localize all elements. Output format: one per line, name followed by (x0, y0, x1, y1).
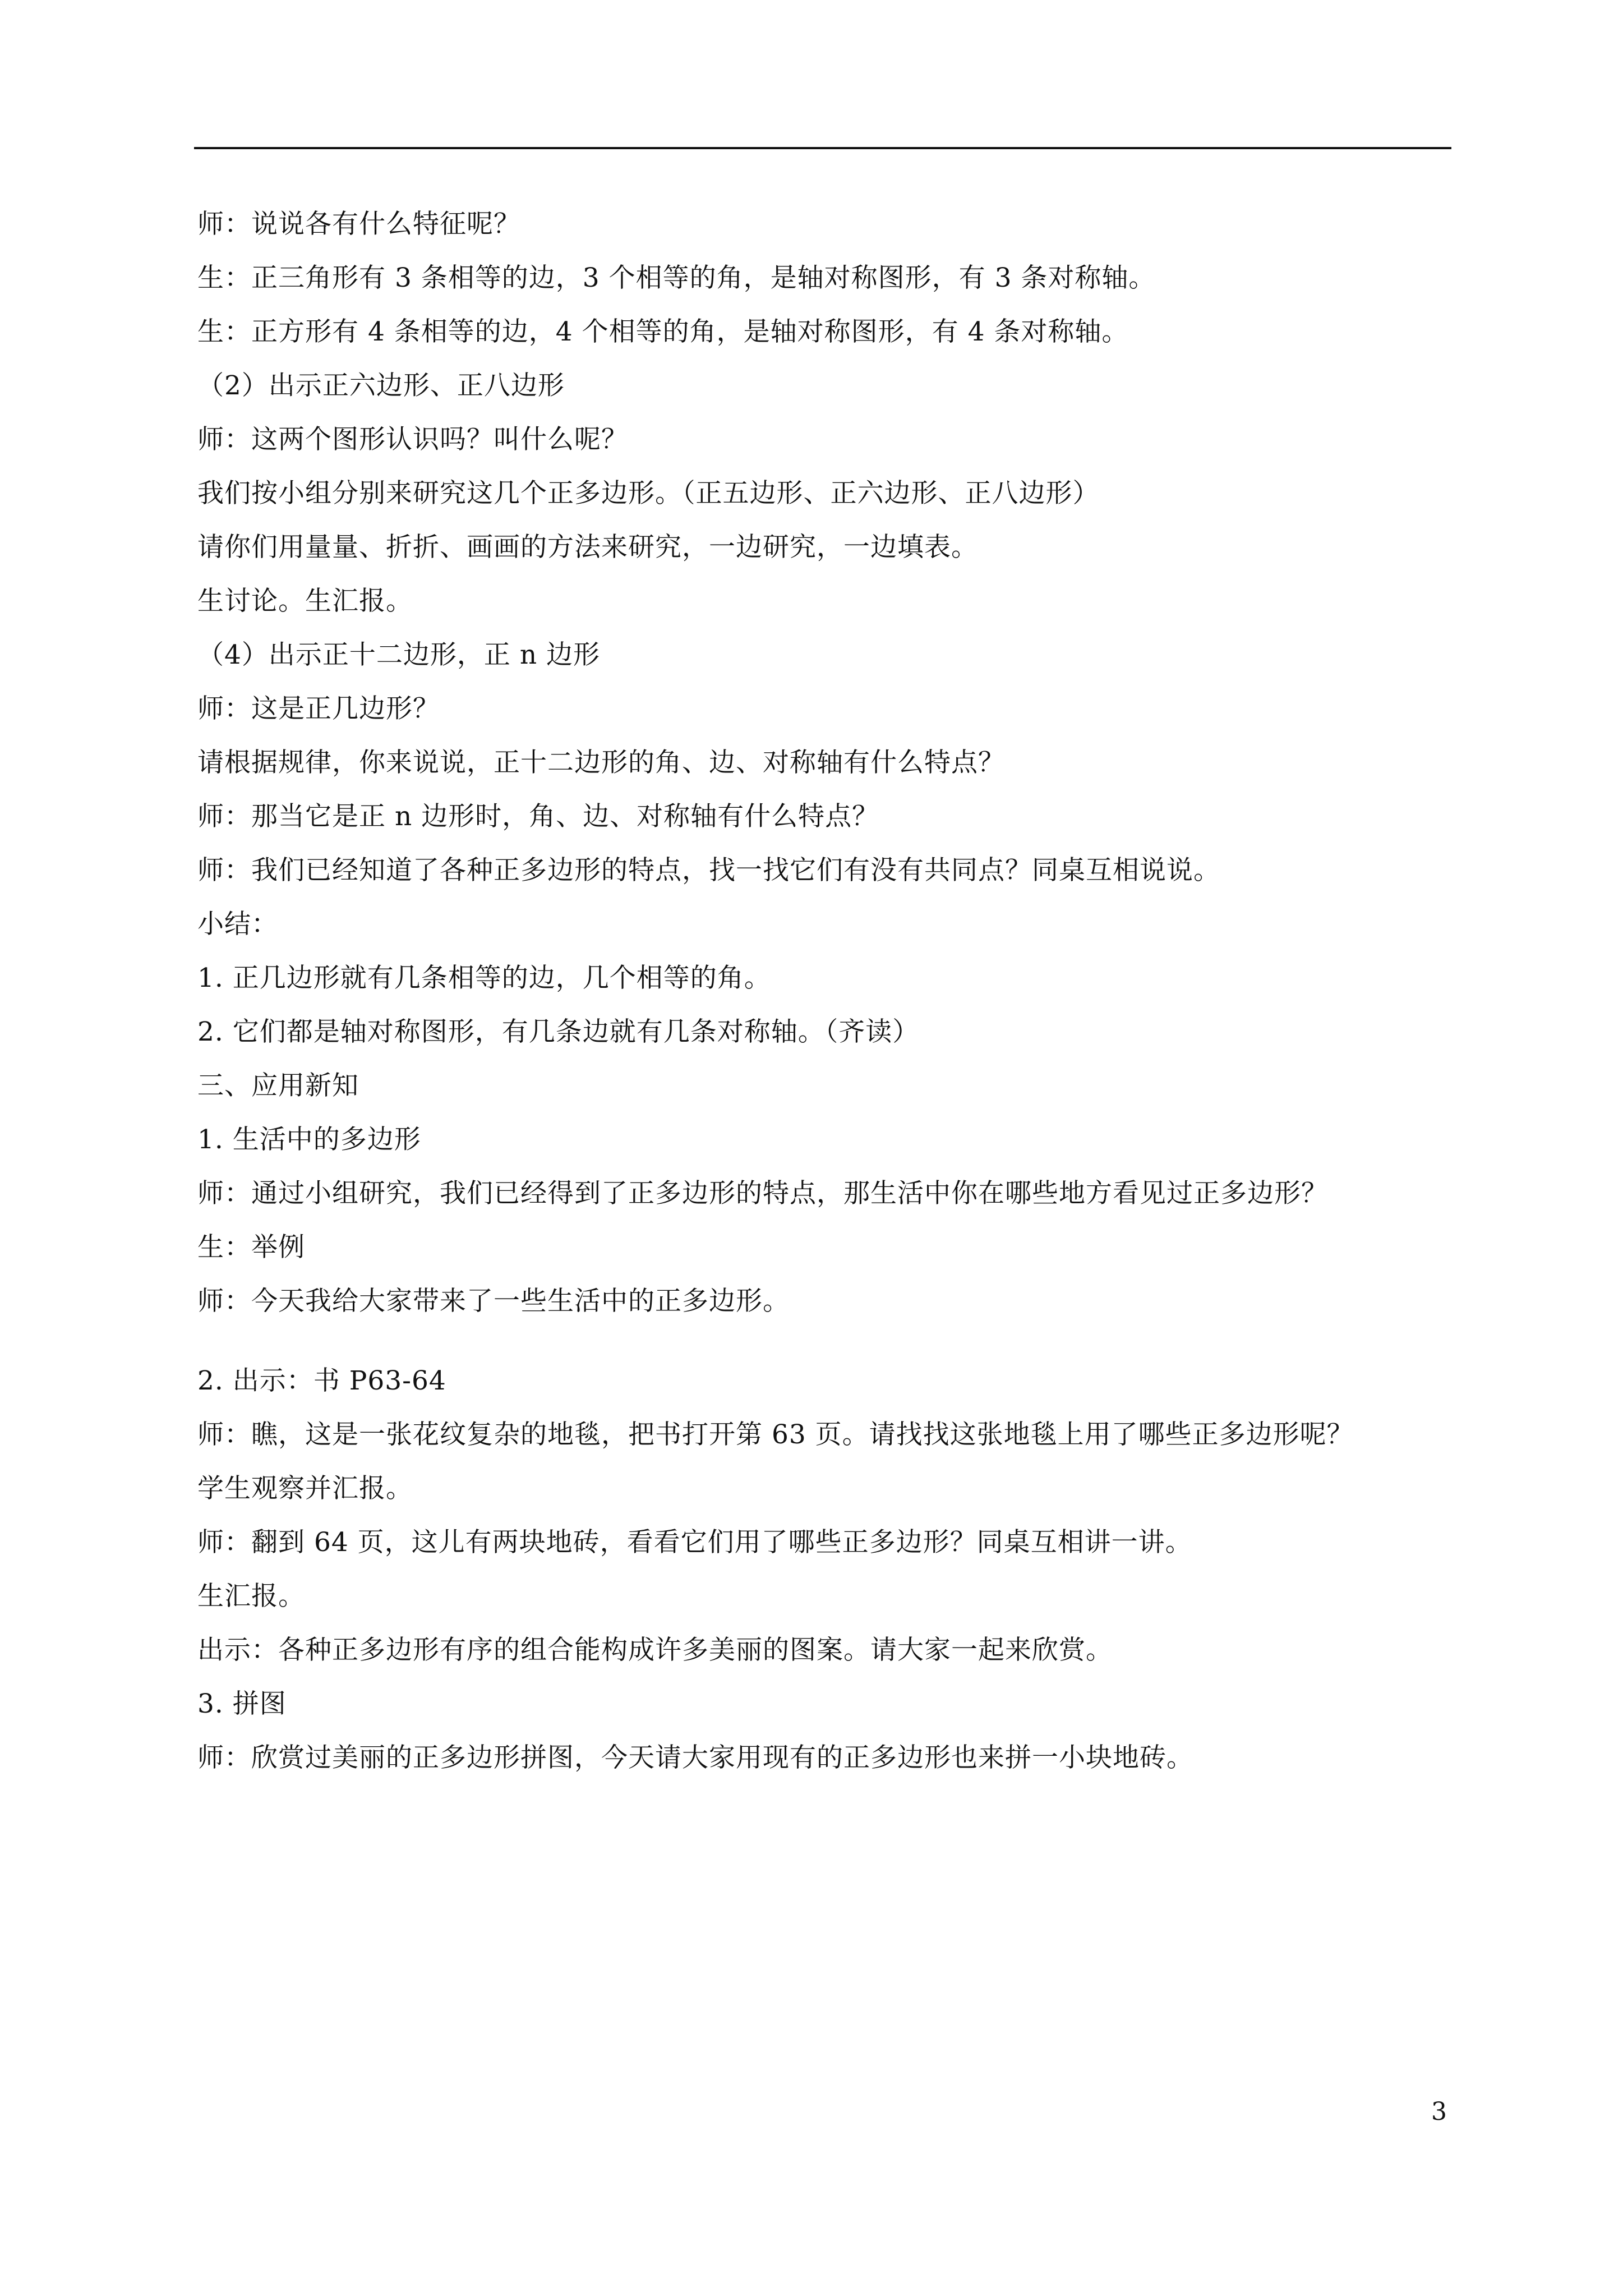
lesson-text (197, 209, 1459, 1796)
text-line: 师：瞧，这是一张花纹复杂的地毯，把书打开第 63 页。请找找这张地毯上用了哪些正多边形呢？ (197, 1419, 1354, 1450)
summary-item: 1. 正几边形就有几条相等的边，几个相等的角。 (197, 963, 771, 993)
text-line: 师：欣赏过美丽的正多边形拼图，今天请大家用现有的正多边形也来拼一小块地砖。 (197, 1742, 1193, 1773)
text-line: 师：这两个图形认识吗？叫什么呢？ (197, 424, 628, 455)
text-line: 生汇报。 (197, 1581, 305, 1612)
text-line: 师：通过小组研究，我们已经得到了正多边形的特点，那生活中你在哪些地方看见过正多边形？ (197, 1178, 1328, 1209)
text-line: 学生观察并汇报。 (197, 1473, 413, 1504)
text-line: 生：举例 (197, 1232, 305, 1263)
text-line: 师：今天我给大家带来了一些生活中的正多边形。 (197, 1286, 790, 1317)
text-line: 生：正方形有 4 条相等的边，4 个相等的角，是轴对称图形，有 4 条对称轴。 (197, 316, 1129, 347)
text-line: 师：说说各有什么特征呢？ (197, 209, 520, 240)
text-line: （2）出示正六边形、正八边形 (197, 370, 565, 401)
subsection-heading: 2. 出示：书 P63-64 (197, 1365, 446, 1396)
text-line: 师：我们已经知道了各种正多边形的特点，找一找它们有没有共同点？同桌互相说说。 (197, 855, 1220, 886)
summary-heading: 小结： (197, 909, 278, 940)
text-line: 出示：各种正多边形有序的组合能构成许多美丽的图案。请大家一起来欣赏。 (197, 1635, 1113, 1665)
section-heading: 三、应用新知 (197, 1070, 359, 1101)
text-line: 师：翻到 64 页，这儿有两块地砖，看看它们用了哪些正多边形？同桌互相讲一讲。 (197, 1527, 1192, 1558)
text-line: 生：正三角形有 3 条相等的边，3 个相等的角，是轴对称图形，有 3 条对称轴。 (197, 263, 1156, 293)
text-line: （4）出示正十二边形，正 n 边形 (197, 639, 601, 670)
text-line: 我们按小组分别来研究这几个正多边形。（正五边形、正六边形、正八边形） (197, 478, 1100, 509)
subsection-heading: 3. 拼图 (197, 1688, 287, 1719)
header-rule (194, 147, 1451, 149)
page-number: 3 (1431, 2097, 1447, 2126)
summary-item: 2. 它们都是轴对称图形，有几条边就有几条对称轴。（齐读） (197, 1016, 920, 1047)
text-line: 师：这是正几边形？ (197, 693, 440, 724)
text-line: 师：那当它是正 n 边形时，角、边、对称轴有什么特点？ (197, 801, 879, 832)
text-line: 生讨论。生汇报。 (197, 586, 413, 616)
text-line: 请你们用量量、折折、画画的方法来研究，一边研究，一边填表。 (197, 532, 978, 563)
text-line: 请根据规律，你来说说，正十二边形的角、边、对称轴有什么特点？ (197, 747, 1005, 778)
subsection-heading: 1. 生活中的多边形 (197, 1124, 421, 1155)
